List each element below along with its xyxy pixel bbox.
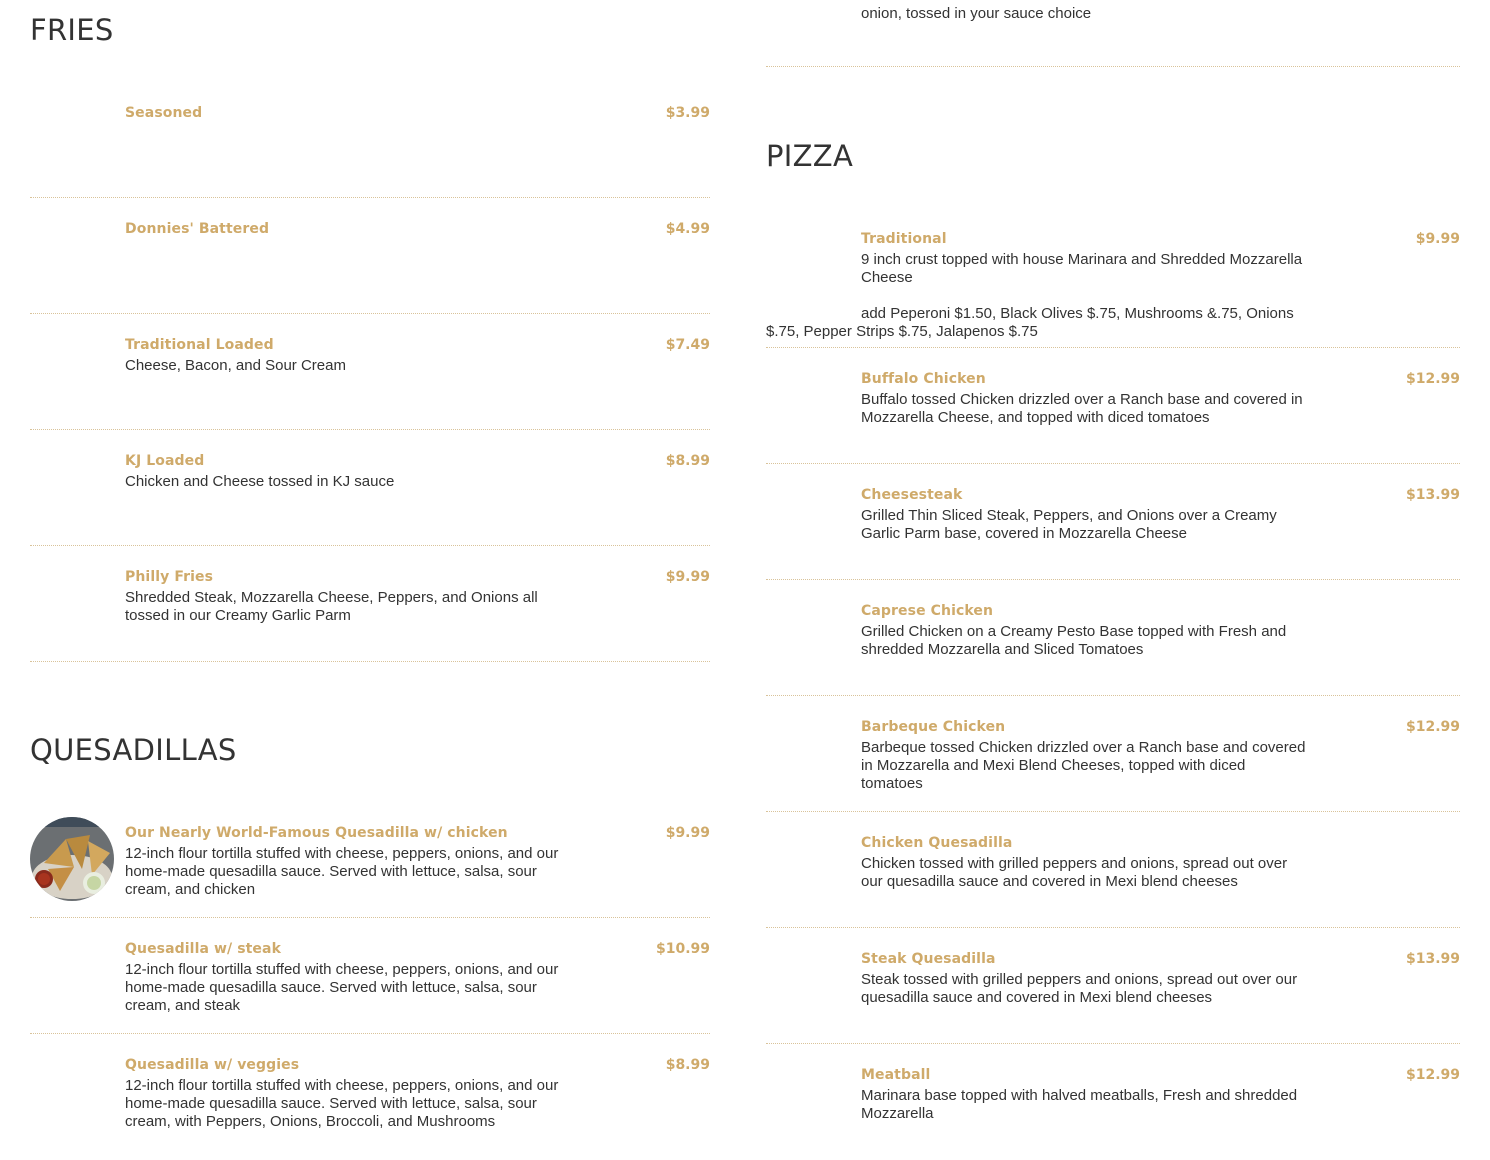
pizza-list: [766, 208, 1460, 1160]
item-name: Quesadilla w/ steak: [125, 941, 281, 957]
item-price: $9.99: [665, 825, 710, 841]
item-name: Buffalo Chicken: [861, 371, 986, 387]
item-price: $3.99: [665, 105, 710, 121]
item-description: Shredded Steak, Mozzarella Cheese, Peppers, and Onions all tossed in our Creamy Garlic Parm: [125, 589, 538, 624]
item-addons: add Peperoni $1.50, Black Olives $.75, Mushrooms &.75, Onions $.75, Pepper Strips $.75, Jalapenos $.75: [766, 305, 1294, 340]
quesadillas-list: [30, 802, 710, 1150]
menu-item[interactable]: [766, 208, 1460, 348]
item-price: $12.99: [1405, 719, 1460, 735]
menu-item[interactable]: [30, 802, 710, 918]
menu-item[interactable]: [766, 696, 1460, 812]
item-name: Philly Fries: [125, 569, 214, 585]
item-name: Quesadilla w/ veggies: [125, 1057, 300, 1073]
item-price: $13.99: [1405, 951, 1460, 967]
item-description: Buffalo tossed Chicken drizzled over a Ranch base and covered in Mozzarella Cheese, and topped with diced tomatoes: [861, 391, 1303, 426]
quesadilla-photo[interactable]: [30, 817, 114, 901]
item-description: 12-inch flour tortilla stuffed with cheese, peppers, onions, and our home-made quesadilla sauce. Served with lettuce, salsa, sour cream, and steak: [125, 961, 559, 1014]
section-title-quesadillas: QUESADILLAS: [30, 733, 237, 767]
item-name: Caprese Chicken: [861, 603, 994, 619]
item-price: $8.99: [665, 453, 710, 469]
item-name: Barbeque Chicken: [861, 719, 1006, 735]
item-name: Chicken Quesadilla: [861, 835, 1013, 851]
item-description: Steak tossed with grilled peppers and onions, spread out over our quesadilla sauce and covered in Mexi blend cheeses: [861, 971, 1298, 1006]
item-name: Our Nearly World-Famous Quesadilla w/ chicken: [125, 825, 508, 841]
item-price: $10.99: [655, 941, 710, 957]
item-name: Seasoned: [125, 105, 203, 121]
menu-item[interactable]: [766, 580, 1460, 696]
item-description: Chicken tossed with grilled peppers and onions, spread out over our quesadilla sauce and covered in Mexi blend cheeses: [861, 855, 1288, 890]
item-description: Cheese, Bacon, and Sour Cream: [125, 357, 346, 374]
menu-item[interactable]: [30, 918, 710, 1034]
item-price: $8.99: [665, 1057, 710, 1073]
item-name: Donnies' Battered: [125, 221, 270, 237]
item-price: $13.99: [1405, 487, 1460, 503]
item-description: Barbeque tossed Chicken drizzled over a Ranch base and covered in Mozzarella and Mexi Blend Cheeses, topped with diced tomatoes: [861, 739, 1306, 792]
item-price: $12.99: [1405, 371, 1460, 387]
item-name: KJ Loaded: [125, 453, 205, 469]
item-name: Meatball: [861, 1067, 931, 1083]
menu-item[interactable]: [30, 546, 710, 662]
menu-item[interactable]: [30, 82, 710, 198]
item-description: 12-inch flour tortilla stuffed with cheese, peppers, onions, and our home-made quesadilla sauce. Served with lettuce, salsa, sour cream, and chicken: [125, 845, 559, 898]
item-description: Chicken and Cheese tossed in KJ sauce: [125, 473, 395, 490]
item-price: $7.49: [665, 337, 710, 353]
item-price: $12.99: [1405, 1067, 1460, 1083]
item-price: $9.99: [1415, 231, 1460, 247]
item-name: Traditional Loaded: [125, 337, 274, 353]
item-name: Traditional: [861, 231, 947, 247]
fries-list: [30, 82, 710, 662]
item-name: Cheesesteak: [861, 487, 963, 503]
item-description: Grilled Thin Sliced Steak, Peppers, and Onions over a Creamy Garlic Parm base, covered in Mozzarella Cheese: [861, 507, 1277, 542]
item-price: $4.99: [665, 221, 710, 237]
menu-item[interactable]: [30, 314, 710, 430]
item-name: Steak Quesadilla: [861, 951, 996, 967]
menu-item[interactable]: [766, 464, 1460, 580]
item-description: Marinara base topped with halved meatballs, Fresh and shredded Mozzarella: [861, 1087, 1298, 1122]
menu-item[interactable]: [30, 198, 710, 314]
section-title-pizza: PIZZA: [766, 139, 854, 173]
menu-item[interactable]: [766, 812, 1460, 928]
item-description: 9 inch crust topped with house Marinara and Shredded Mozzarella Cheese: [861, 251, 1303, 286]
menu-item-partial[interactable]: [766, 0, 1460, 67]
menu-item[interactable]: [766, 928, 1460, 1044]
menu-item[interactable]: [766, 348, 1460, 464]
menu-item[interactable]: [30, 1034, 710, 1150]
menu-item[interactable]: [766, 1044, 1460, 1160]
item-description: Grilled Chicken on a Creamy Pesto Base topped with Fresh and shredded Mozzarella and Sliced Tomatoes: [861, 623, 1287, 658]
item-description: 12-inch flour tortilla stuffed with cheese, peppers, onions, and our home-made quesadilla sauce. Served with lettuce, salsa, sour cream, with Peppers, Onions, Broccoli, and Mushrooms: [125, 1077, 559, 1130]
menu-item[interactable]: [30, 430, 710, 546]
section-title-fries: FRIES: [30, 13, 114, 47]
item-description: onion, tossed in your sauce choice: [861, 5, 1092, 22]
item-price: $9.99: [665, 569, 710, 585]
